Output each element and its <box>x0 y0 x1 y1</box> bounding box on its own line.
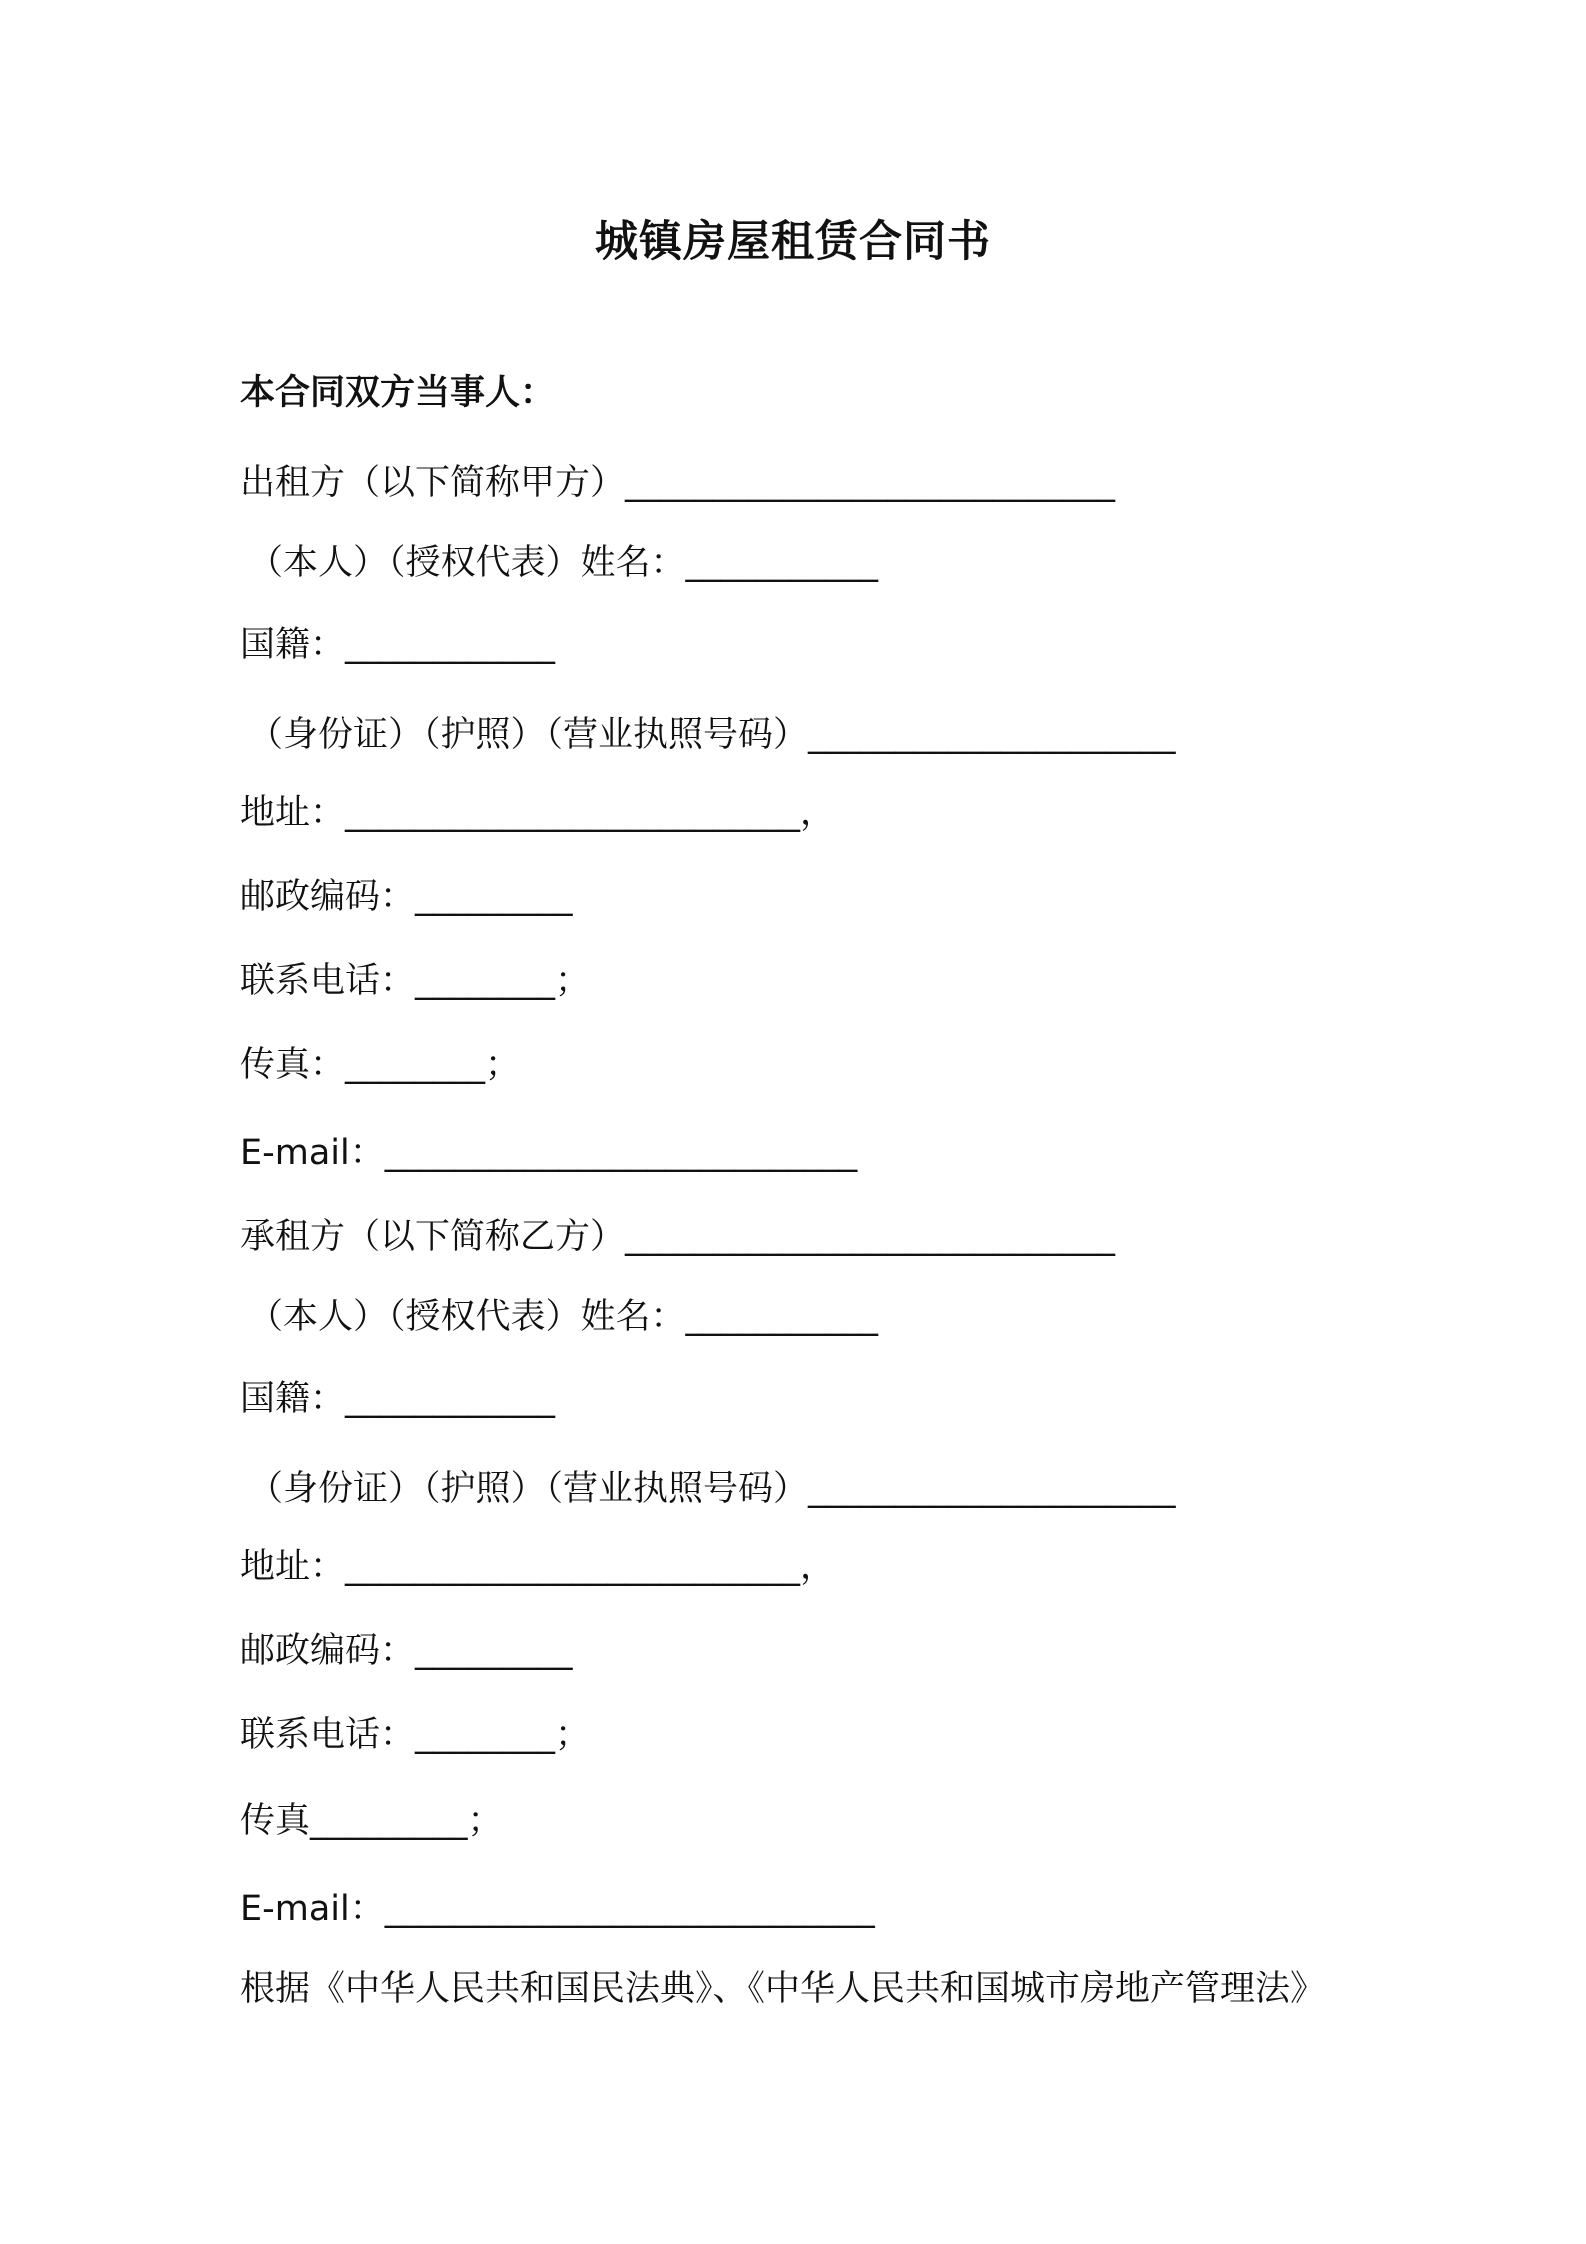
lessee-postcode-line: 邮政编码：_________ <box>240 1631 573 1671</box>
lessor-postcode-line: 邮政编码：_________ <box>240 877 573 917</box>
lessor-phone-line: 联系电话：________； <box>240 961 591 1001</box>
lessee-phone-line: 联系电话：________； <box>240 1715 591 1755</box>
lessor-fax-line: 传真：________； <box>240 1045 521 1085</box>
lessor-address-line: 地址：__________________________， <box>240 793 836 833</box>
lessee-party-line: 承租方（以下简称乙方）____________________________ <box>240 1217 1116 1257</box>
legal-basis-line: 根据《中华人民共和国民法典》、《中华人民共和国城市房地产管理法》 <box>240 1969 1326 2009</box>
lessee-name-line: （本人）（授权代表）姓名：___________ <box>248 1297 879 1337</box>
lessee-address-line: 地址：__________________________， <box>240 1547 836 1587</box>
lessee-email-line: E-mail：____________________________ <box>240 1889 875 1929</box>
document-title: 城镇房屋租赁合同书 <box>595 217 991 267</box>
lessee-id-line: （身份证）（护照）（营业执照号码）_____________________ <box>248 1469 1176 1509</box>
lessee-fax-line: 传真_________； <box>240 1801 503 1841</box>
lessor-party-line: 出租方（以下简称甲方）____________________________ <box>240 463 1116 503</box>
lessor-nationality-line: 国籍：____________ <box>240 625 556 665</box>
lessee-nationality-line: 国籍：____________ <box>240 1379 556 1419</box>
lessor-id-line: （身份证）（护照）（营业执照号码）_____________________ <box>248 715 1176 755</box>
lessor-email-line: E-mail：___________________________ <box>240 1133 858 1173</box>
intro-text: 本合同双方当事人： <box>240 373 556 413</box>
lessor-name-line: （本人）（授权代表）姓名：___________ <box>248 543 879 583</box>
